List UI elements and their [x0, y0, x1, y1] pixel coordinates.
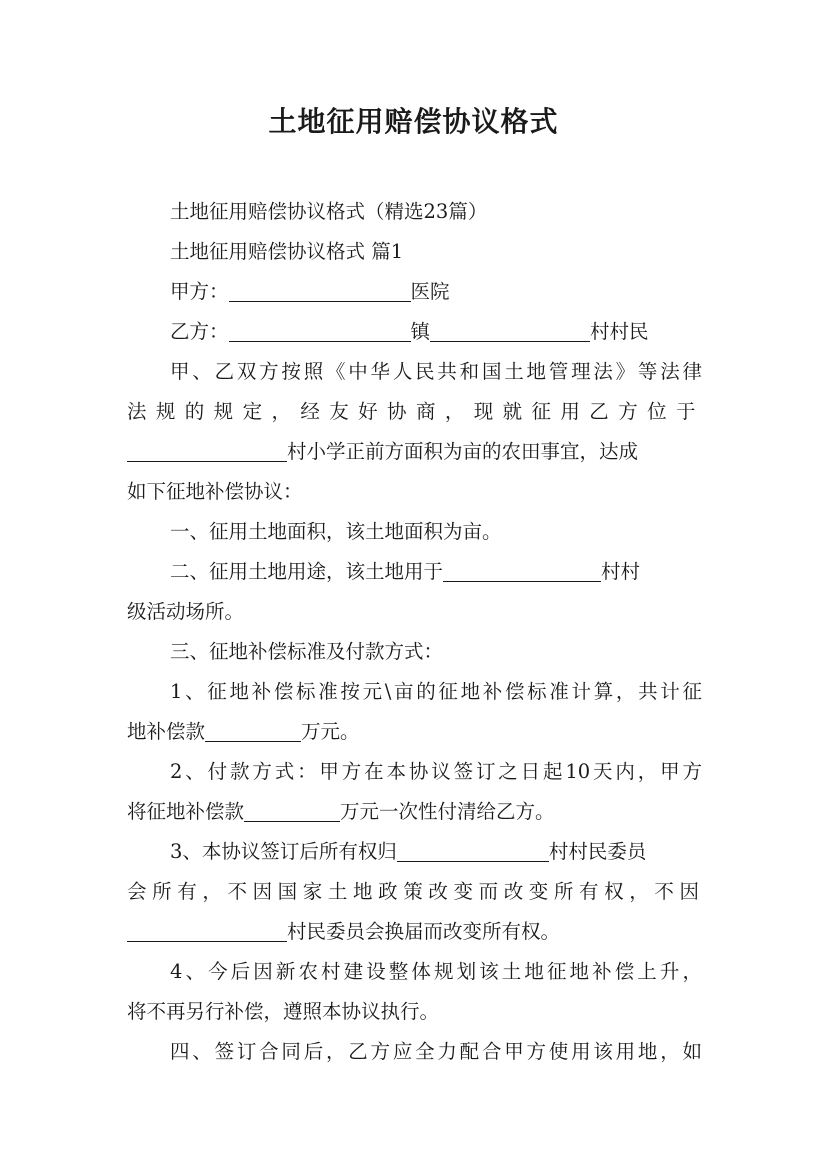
clause-line: 一、征用土地面积，该土地面积为亩。 — [170, 520, 502, 543]
clause-line: 村民委员会换届而改变所有权。 — [127, 912, 702, 952]
blank-field — [244, 799, 340, 822]
blank-field — [229, 319, 411, 342]
blank-field — [443, 559, 601, 582]
paragraph-line: 如下征地补偿协议： — [127, 480, 303, 503]
clause-line: 级活动场所。 — [127, 600, 245, 623]
blank-field — [397, 839, 549, 862]
party-a-line: 甲方： 医院 — [170, 280, 450, 303]
paragraph-line: 甲、乙双方按照《中华人民共和国土地管理法》等法律 — [170, 360, 702, 383]
section-heading: 土地征用赔偿协议格式 篇1 — [170, 240, 404, 263]
clause-line: 四、签订合同后，乙方应全力配合甲方使用该用地，如 — [170, 1040, 702, 1063]
document-title: 土地征用赔偿协议格式 — [268, 105, 559, 138]
blank-field — [127, 439, 287, 462]
clause-line: 将不再另行补偿，遵照本协议执行。 — [127, 1000, 440, 1023]
blank-field — [127, 919, 287, 942]
clause-line: 3、本协议签订后所有权归 村村民委员 — [170, 840, 647, 863]
blank-field — [229, 279, 411, 302]
clause-line: 2、付款方式：甲方在本协议签订之日起10天内，甲方 — [170, 760, 702, 783]
subtitle-line: 土地征用赔偿协议格式（精选23篇） — [170, 200, 488, 223]
party-b-line: 乙方： 镇 村村民 — [170, 320, 649, 343]
paragraph-line: 村小学正前方面积为亩的农田事宜，达成 — [127, 432, 702, 472]
clause-line: 地补偿款 万元。 — [127, 720, 360, 743]
clause-line: 会所有，不因国家土地政策改变而改变所有权，不因 — [127, 880, 702, 903]
clause-line: 1、征地补偿标准按元\亩的征地补偿标准计算，共计征 — [170, 680, 702, 703]
blank-field — [205, 719, 301, 742]
clause-line: 二、征用土地用途，该土地用于 村村 — [170, 560, 641, 583]
clause-line: 将征地补偿款 万元一次性付清给乙方。 — [127, 800, 555, 823]
clause-line: 4、今后因新农村建设整体规划该土地征地补偿上升， — [170, 960, 702, 983]
blank-field — [430, 319, 590, 342]
paragraph-line: 法规的规定，经友好协商，现就征用乙方位于 — [127, 400, 702, 423]
clause-line: 三、征地补偿标准及付款方式： — [170, 640, 444, 663]
